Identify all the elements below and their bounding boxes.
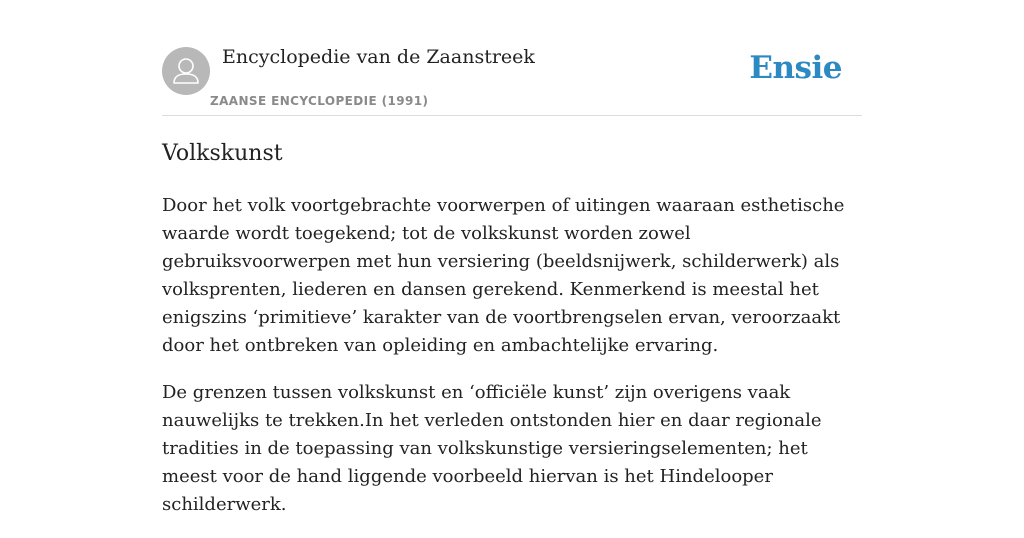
brand-logo[interactable]: Ensie (749, 50, 842, 86)
source-title-link[interactable]: Encyclopedie van de Zaanstreek (222, 46, 535, 68)
source-subtitle[interactable]: ZAANSE ENCYCLOPEDIE (1991) (210, 94, 429, 108)
article-paragraph: De grenzen tussen volkskunst en ‘officiële kunst’ zijn overigens vaak nauwelijks te trekken.In het verleden ontstonden hier en daar regionale tradities in de toepassing van volkskunstige versieringselementen; het meest voor de hand liggende voorbeeld hiervan is het Hindelooper schilderwerk. (162, 382, 822, 515)
page-container (162, 0, 862, 515)
user-placeholder-icon[interactable] (162, 47, 210, 95)
article-paragraph: Door het volk voortgebrachte voorwerpen of uitingen waaraan esthetische waarde wordt toegekend; tot de volkskunst worden zowel gebruiksvoorwerpen met hun versiering (beeldsnijwerk, schilderwerk) als volksprenten, liederen en dansen gerekend. Kenmerkend is meestal het enigszins ‘primitieve’ karakter van de voortbrengselen ervan, veroorzaakt door het ontbreken van opleiding en ambachtelijke ervaring. (162, 195, 845, 356)
article-body (162, 192, 862, 538)
article-title: Volkskunst (162, 141, 283, 166)
source-header (162, 0, 862, 116)
avatar-graphic (162, 47, 210, 95)
